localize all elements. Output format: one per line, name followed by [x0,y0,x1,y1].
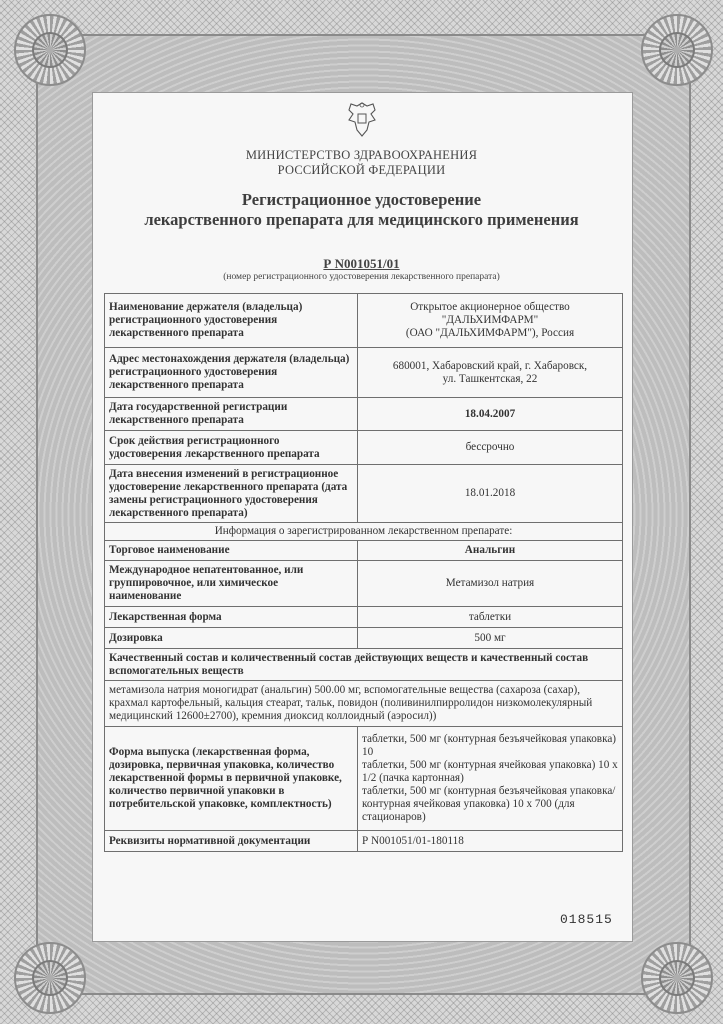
address-line: ул. Ташкентская, 22 [442,372,538,385]
holder-name-line: (ОАО "ДАЛЬХИМФАРМ"), Россия [405,327,575,339]
release-form-value [358,727,623,831]
holder-name-line: Открытое акционерное общество [410,301,570,313]
table-row [105,541,623,561]
table-row [105,465,623,523]
coat-of-arms-icon [345,100,379,138]
rosette-ornament [14,942,86,1014]
table-row [105,831,623,852]
ministry-line-2: РОССИЙСКОЙ ФЕДЕРАЦИИ [277,163,446,177]
release-form-label: Форма выпуска (лекарственная форма, дозировка, первичная упаковка, количество лекарственной формы в первичной упаковке, количество первичной упаковки в потребительской упаковке, комплектность) [105,727,358,831]
table-row [105,607,623,628]
table-row [105,523,623,541]
release-form-line: таблетки, 500 мг (контурная безъячейковая упаковка/контурная ячейковая упаковка) 10 x 700 (для стационаров) [362,785,616,823]
composition-value: метамизола натрия моногидрат (анальгин) 500.00 мг, вспомогательные вещества (сахароза (сахар), крахмал картофельный, кальция стеарат, тальк, повидон (поливинилпирролидон низкомолекулярный медицинский 12600±2700), кремния диоксид коллоидный (аэросил)) [105,681,623,727]
table-row [105,294,623,348]
holder-name-line: "ДАЛЬХИМФАРМ" [441,314,539,326]
rosette-ornament [641,14,713,86]
dosage-form-label: Лекарственная форма [105,607,358,628]
table-row [105,348,623,398]
ministry-name [92,148,631,178]
release-form-line: таблетки, 500 мг (контурная ячейковая упаковка) 10 x 1/2 (пачка картонная) [362,759,618,784]
composition-header: Качественный состав и количественный состав действующих веществ и качественный состав вспомогательных веществ [105,649,623,681]
registration-date-label: Дата государственной регистрации лекарственного препарата [105,398,358,431]
drug-section-header: Информация о зарегистрированном лекарственном препарате: [105,523,623,541]
validity-value: бессрочно [358,431,623,465]
release-form-line: таблетки, 500 мг (контурная безъячейковая упаковка) 10 [362,733,617,758]
normative-docs-value: Р N001051/01-180118 [358,831,623,852]
change-date-value: 18.01.2018 [358,465,623,523]
document-title [92,190,631,230]
holder-name-label: Наименование держателя (владельца) регистрационного удостоверения лекарственного препарата [105,294,358,348]
rosette-ornament [14,14,86,86]
validity-label: Срок действия регистрационного удостоверения лекарственного препарата [105,431,358,465]
registration-number: Р N001051/01 [323,256,400,271]
change-date-label: Дата внесения изменений в регистрационное удостоверение лекарственного препарата (дата замены регистрационного удостоверения лекарственного препарата) [105,465,358,523]
table-row [105,398,623,431]
registration-date-value: 18.04.2007 [358,398,623,431]
holder-name-value [358,294,623,348]
holder-address-label: Адрес местонахождения держателя (владельца) регистрационного удостоверения лекарственного препарата [105,348,358,398]
dosage-label: Дозировка [105,628,358,649]
table-row [105,681,623,727]
trade-name-label: Торговое наименование [105,541,358,561]
table-row [105,649,623,681]
ministry-line-1: МИНИСТЕРСТВО ЗДРАВООХРАНЕНИЯ [245,148,478,162]
table-row [105,628,623,649]
dosage-form-value: таблетки [358,607,623,628]
inn-label: Международное непатентованное, или группировочное, или химическое наименование [105,561,358,607]
dosage-value: 500 мг [358,628,623,649]
certificate-table [104,293,623,852]
trade-name-value: Анальгин [358,541,623,561]
table-row [105,561,623,607]
title-line-2: лекарственного препарата для медицинского применения [144,210,579,229]
normative-docs-label: Реквизиты нормативной документации [105,831,358,852]
title-line-1: Регистрационное удостоверение [241,190,482,209]
holder-address-value [358,348,623,398]
registration-number-caption: (номер регистрационного удостоверения лекарственного препарата) [223,272,500,282]
table-row [105,727,623,831]
serial-number: 018515 [560,912,613,927]
rosette-ornament [641,942,713,1014]
inn-value: Метамизол натрия [358,561,623,607]
table-row [105,431,623,465]
address-line: 680001, Хабаровский край, г. Хабаровск, [392,359,588,372]
